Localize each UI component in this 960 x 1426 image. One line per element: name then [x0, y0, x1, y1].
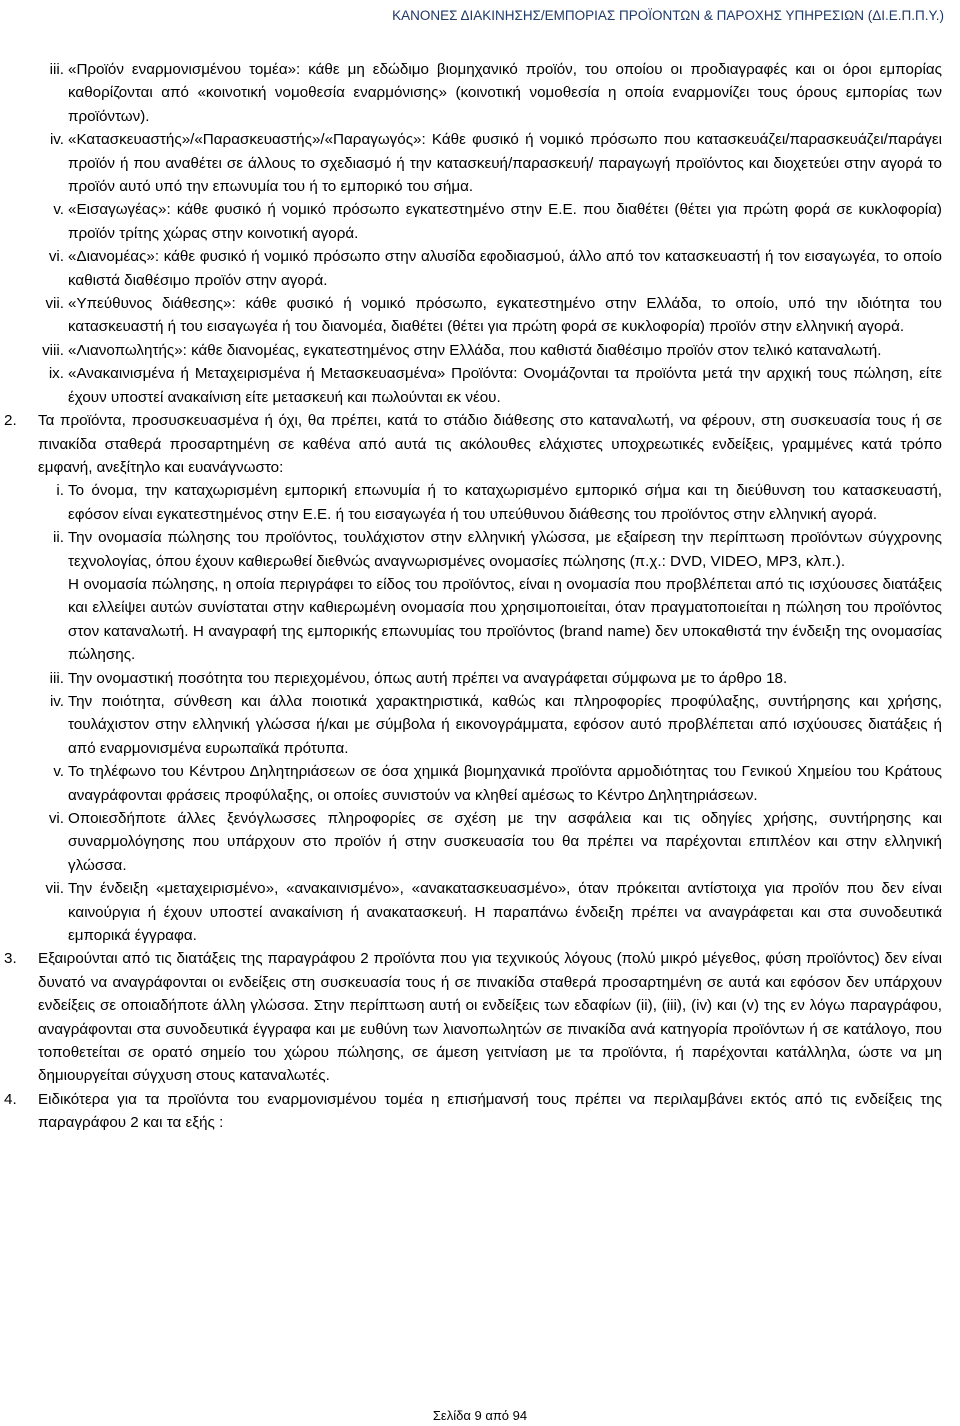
item-text: Το τηλέφωνο του Κέντρου Δηλητηριάσεων σε όσα χημικά βιομηχανικά προϊόντα αρμοδιότητας του Γενικού Χημείου του Κράτους αναγράφονται φράσεις προφύλαξης, οι οποίες συνιστούν να κληθεί αμέσως το Κέντρο Δηλητηριάσεων. [68, 763, 942, 804]
definition-item [0, 339, 960, 362]
definition-marker: iii. [49, 61, 64, 78]
definition-text: «Διανομέας»: κάθε φυσικό ή νομικό πρόσωπο στην αλυσίδα εφοδιασμού, άλλο από τον κατασκευαστή ή τον εισαγωγέα, το οποίο καθιστά διαθέσιμο προϊόν στην αγορά. [68, 248, 942, 289]
section-2-item [0, 479, 960, 526]
item-marker: iii. [49, 669, 64, 687]
section-2-item [0, 760, 960, 807]
document-header: ΚΑΝΟΝΕΣ ΔΙΑΚΙΝΗΣΗΣ/ΕΜΠΟΡΙΑΣ ΠΡΟΪΟΝΤΩΝ & ΠΑΡΟΧΗΣ ΥΠΗΡΕΣΙΩΝ (ΔΙ.Ε.Π.Π.Υ.) [392, 8, 944, 23]
definition-marker: vi. [48, 248, 64, 266]
definition-item [0, 292, 960, 339]
section-3-text: Εξαιρούνται από τις διατάξεις της παραγράφου 2 προϊόντα που για τεχνικούς λόγους (πολύ μικρό μέγεθος, φύση προϊόντος) δεν είναι δυνατό να αναγράφονται οι ενδείξεις στη συσκευασία τους ή σε πινακίδα σταθερά προσαρτημένη σε αυτά και εφόσον δεν υπάρχουν ενδείξεις σε οποιαδήποτε άλλη γλώσσα. Στην περίπτωση αυτή οι ενδείξεις των εδαφίων (ii), (iii), (iv) και (v) της εν λόγω παραγράφου, αναγράφονται στα συνοδευτικά έγγραφα και με ευθύνη των λιανοπωλητών σε πινακίδα ανά κατηγορία προϊόντων ή σε κατάλογο, που τοποθετείται σε ορατό σημείο του χώρου πώλησης, σε άμεση γειτνίαση με τα προϊόντα, ή παρέχονται κατάλληλα, ώστε να μη δημιουργείται σύγχυση στους καταναλωτές. [38, 950, 942, 1085]
definition-item [0, 198, 960, 245]
definition-item [0, 128, 960, 198]
section-2-item [0, 667, 960, 690]
item-text: Οποιεσδήποτε άλλες ξενόγλωσσες πληροφορίες σε σχέση με την ασφάλεια και τις οδηγίες χρήσης, συντήρησης και συναρμολόγησης που υπάρχουν στο προϊόν ή στην συσκευασία του θα πρέπει να παρέχονται επιπλέον και στην ελληνική γλώσσα. [68, 810, 942, 874]
definition-text: «Λιανοπωλητής»: κάθε διανομέας, εγκατεστημένος στην Ελλάδα, που καθιστά διαθέσιμο προϊόν στον τελικό καταναλωτή. [68, 341, 882, 359]
section-4 [0, 1088, 960, 1135]
definition-item [0, 245, 960, 292]
definition-item [0, 362, 960, 409]
definition-text: «Ανακαινισμένα ή Μεταχειρισμένα ή Μετασκευασμένα» Προϊόντα: Ονομάζονται τα προϊόντα μετά την αρχική τους πώληση, είτε έχουν υποστεί ανακαίνιση είτε μετασκευή και πωλούνται εκ νέου. [68, 365, 942, 406]
item-marker: vii. [45, 880, 64, 898]
section-2-item [0, 690, 960, 760]
definition-marker: ix. [48, 365, 64, 383]
definition-marker: vii. [45, 295, 64, 313]
section-4-marker: 4. [4, 1090, 17, 1108]
item-text: Την ονομασία πώλησης του προϊόντος, τουλάχιστον στην ελληνική γλώσσα, με εξαίρεση την περίπτωση προϊόντων σύγχρονης τεχνολογίας, όπου έχουν καθιερωθεί διεθνώς αναγνωρισμένες ονομασίες πώλησης (π.χ.: DVD, VIDEO, MP3, κλπ.). [68, 529, 942, 570]
definition-marker: v. [53, 201, 64, 219]
section-4-text: Ειδικότερα για τα προϊόντα του εναρμονισμένου τομέα η επισήμανσή τους πρέπει να περιλαμβάνει εκτός από τις ενδείξεις της παραγράφου 2 και τα εξής : [38, 1090, 942, 1132]
definition-text: «Εισαγωγέας»: κάθε φυσικό ή νομικό πρόσωπο εγκατεστημένο στην Ε.Ε. που διαθέτει (θέτει για πρώτη φορά σε κυκλοφορία) προϊόν τρίτης χώρας στην κοινοτική αγορά. [68, 201, 942, 242]
section-3 [0, 947, 960, 1087]
section-2-item-continuation: Η ονομασία πώλησης, η οποία περιγράφει το είδος του προϊόντος, είναι η ονομασία που προβλέπεται από τις ισχύουσες διατάξεις και ελλείψει αυτών συνίσταται στην καθιερωμένη ονομασία που χρησιμοποιείται, όταν πραγματοποιείται η πώληση του προϊόντος στον καταναλωτή. Η αναγραφή της εμπορικής επωνυμίας του προϊόντος (brand name) δεν υποκαθιστά την ένδειξη της ονομασίας πώλησης. [68, 575, 942, 664]
section-2-item [0, 526, 960, 573]
item-text: Την ένδειξη «μεταχειρισμένο», «ανακαινισμένο», «ανακατασκευασμένο», όταν πρόκειται αντίστοιχα για προϊόν που δεν είναι καινούργια ή έχουν υποστεί ανακαίνιση ή ανακατασκευή. Η παραπάνω ένδειξη πρέπει να αναγράφεται και στα συνοδευτικά εμπορικά έγγραφα. [68, 880, 942, 945]
definition-text: «Υπεύθυνος διάθεσης»: κάθε φυσικό ή νομικό πρόσωπο, εγκατεστημένο στην Ελλάδα, το οποίο, υπό την ιδιότητα του κατασκευαστή ή του εισαγωγέα ή του διανομέα, διαθέτει (θέτει για πρώτη φορά σε κυκλοφορία) προϊόν στην ελληνική αγορά. [68, 295, 942, 336]
item-marker: ii. [53, 529, 64, 547]
document-body [0, 58, 960, 1135]
section-2-text: Τα προϊόντα, προσυσκευασμένα ή όχι, θα πρέπει, κατά το στάδιο διάθεσης στο καταναλωτή, να φέρουν, στη συσκευασία τους ή σε πινακίδα σταθερά προσαρτημένη σε καθένα από αυτά τις ακόλουθες ελάχιστες υποχρεωτικές ενδείξεις, γραμμένες κατά τρόπο εμφανή, ανεξίτηλο και ευανάγνωστο: [38, 412, 942, 476]
definition-item [0, 58, 960, 128]
item-marker: iv. [49, 692, 64, 710]
definition-marker: viii. [42, 341, 64, 359]
item-text: Την ονομαστική ποσότητα του περιεχομένου, όπως αυτή πρέπει να αναγράφεται σύμφωνα με το άρθρο 18. [68, 669, 788, 687]
item-marker: v. [53, 763, 64, 781]
item-text: Την ποιότητα, σύνθεση και άλλα ποιοτικά χαρακτηριστικά, καθώς και πληροφορίες προφύλαξης, συντήρησης και χρήσης, τουλάχιστον στην ελληνική γλώσσα ή/και με σύμβολα ή εικονογράμματα, εφόσον αυτό προβλέπεται από ισχύουσες διατάξεις ή από εναρμονισμένα ευρωπαϊκά πρότυπα. [68, 692, 942, 757]
section-2-marker: 2. [4, 412, 17, 430]
section-3-marker: 3. [4, 950, 17, 968]
definition-marker: iv. [49, 131, 64, 149]
section-2-item [0, 807, 960, 877]
definition-text: «Κατασκευαστής»/«Παρασκευαστής»/«Παραγωγός»: Κάθε φυσικό ή νομικό πρόσωπο που κατασκευάζει/παρασκευάζει/παράγει προϊόν ή που αναθέτει σε άλλους το σχεδιασμό ή την κατασκευή/παρασκευή/ παραγωγή προϊόντος και διοχετεύει στην αγορά το προϊόν αυτό υπό την επωνυμία του ή το εμπορικό του σήμα. [68, 131, 942, 196]
item-text: Το όνομα, την καταχωρισμένη εμπορική επωνυμία ή το καταχωρισμένο εμπορικό σήμα και τη διεύθυνση του κατασκευαστή, εφόσον είναι εγκατεστημένος στην Ε.Ε. ή του εισαγωγέα ή του υπεύθυνου διάθεσης του προϊόντος στην ελληνική αγορά. [68, 482, 942, 523]
item-marker: i. [56, 482, 64, 500]
item-marker: vi. [48, 810, 64, 827]
definition-text: «Προϊόν εναρμονισμένου τομέα»: κάθε μη εδώδιμο βιομηχανικό προϊόν, του οποίου οι προδιαγραφές και οι όροι εμπορίας καθορίζονται από «κοινοτική νομοθεσία εναρμόνισης» (κοινοτική νομοθεσία η οποία εναρμονίζει τους όρους εμπορίας των προϊόντων). [68, 61, 942, 125]
section-2 [0, 409, 960, 479]
page-number: Σελίδα 9 από 94 [432, 1408, 528, 1423]
section-2-item [0, 877, 960, 947]
